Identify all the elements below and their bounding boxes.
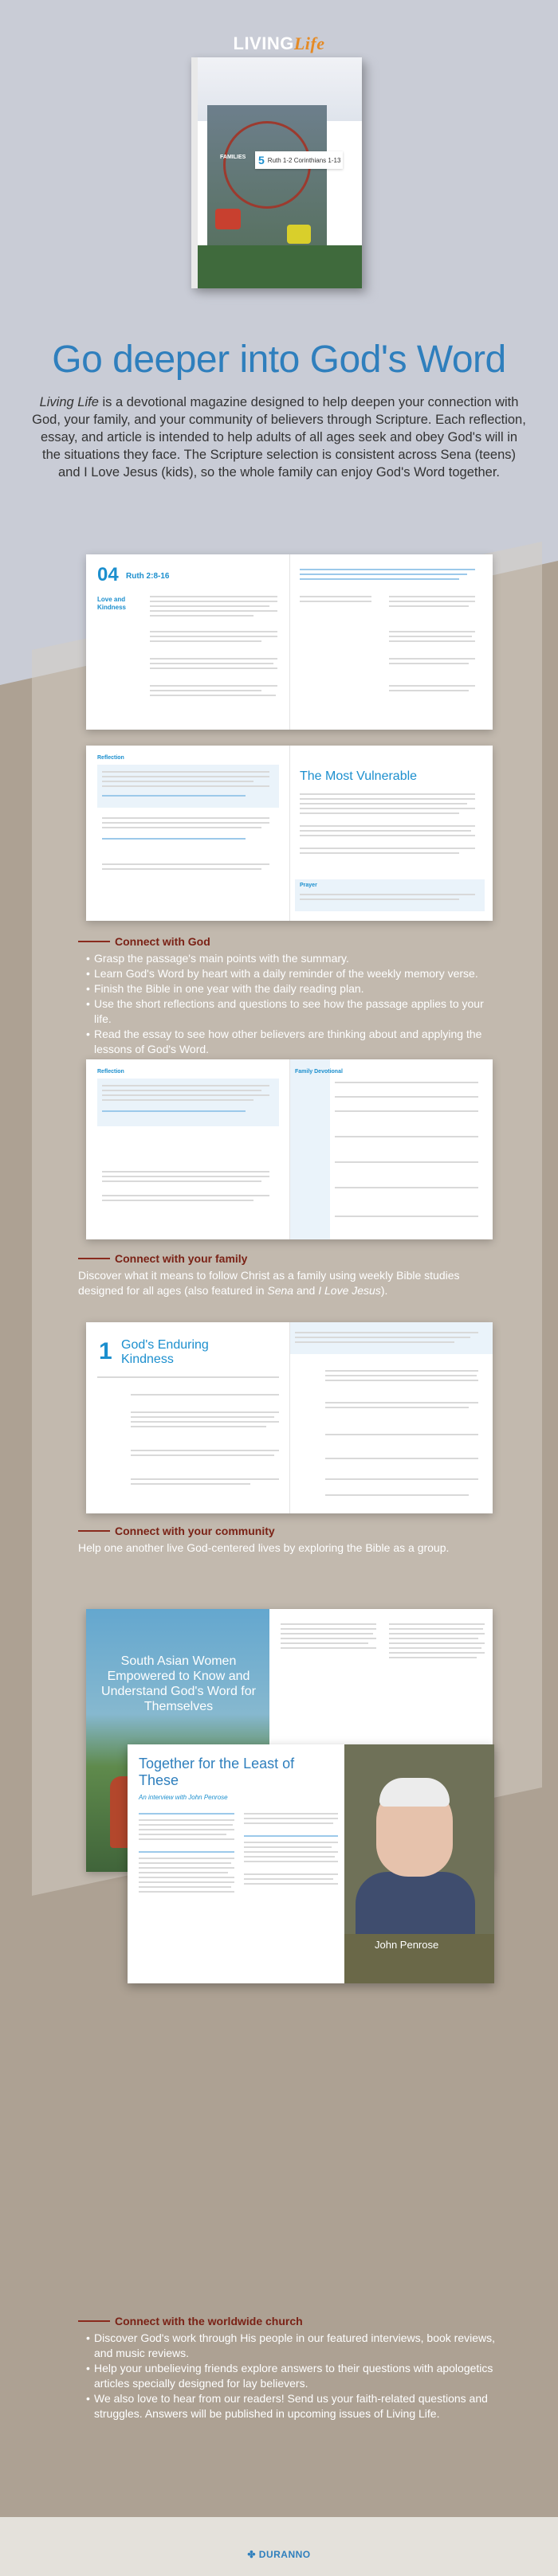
text-line bbox=[150, 658, 277, 660]
text-line bbox=[325, 1402, 478, 1403]
text-line bbox=[150, 610, 277, 612]
list-item: • Help your unbelieving friends explore answers to their questions with apologetics articles specially designed for lay believers. bbox=[86, 2361, 501, 2391]
text-line bbox=[389, 1638, 478, 1639]
background-footer bbox=[0, 2517, 558, 2576]
text-line bbox=[150, 605, 269, 607]
text-line bbox=[139, 1819, 234, 1821]
day-number: 04 bbox=[97, 564, 119, 585]
family-text-end: ). bbox=[380, 1284, 388, 1297]
heading-rule bbox=[78, 941, 110, 942]
intro-text: is a devotional magazine designed to help deepen your connection with God, your family, and your community of believers through Scripture. Each reflection, essay, and article is intended to help adults of all ages seek and obey God's will in the situations they face. The Scripture selection is consistent across Sena (teens) and I Love Jesus (kids), so the whole family can enjoy God's Word together. bbox=[32, 395, 526, 480]
text-line bbox=[389, 1628, 483, 1630]
feature-title: South Asian Women Empowered to Know and Understand God's Word for Themselves bbox=[101, 1654, 256, 1713]
text-line bbox=[102, 1094, 269, 1096]
text-line bbox=[325, 1494, 469, 1496]
highlight-line bbox=[300, 574, 467, 575]
church-bullet-list bbox=[86, 2331, 501, 2421]
text-line bbox=[102, 1085, 269, 1086]
text-line bbox=[300, 825, 475, 827]
text-line bbox=[389, 1647, 481, 1649]
cover-trees bbox=[198, 245, 362, 288]
text-line bbox=[97, 1376, 279, 1378]
text-line bbox=[102, 822, 269, 824]
list-item: • Learn God's Word by heart with a daily reminder of the weekly memory verse. bbox=[86, 966, 501, 981]
lesson-title: God's Enduring Kindness bbox=[121, 1338, 209, 1366]
hero-intro bbox=[32, 393, 526, 481]
gondola-red bbox=[215, 209, 241, 229]
duranno-icon: ✤ bbox=[247, 2549, 256, 2560]
text-line bbox=[300, 808, 475, 809]
text-line bbox=[139, 1838, 234, 1840]
text-line bbox=[281, 1628, 376, 1630]
text-line bbox=[150, 663, 273, 664]
text-line bbox=[244, 1846, 332, 1848]
text-line bbox=[150, 615, 253, 617]
heading-rule bbox=[78, 1258, 110, 1259]
text-line bbox=[102, 1090, 261, 1091]
text-line bbox=[131, 1394, 279, 1396]
text-line bbox=[325, 1380, 478, 1381]
spread-gutter bbox=[289, 554, 290, 730]
text-line bbox=[281, 1633, 373, 1634]
text-line bbox=[389, 685, 475, 687]
text-line bbox=[389, 690, 469, 691]
text-line bbox=[281, 1638, 376, 1639]
highlight-line bbox=[102, 795, 246, 797]
text-line bbox=[102, 785, 269, 787]
text-line bbox=[244, 1842, 338, 1843]
highlight-line bbox=[102, 1110, 246, 1112]
spread-family-devotional bbox=[86, 1059, 493, 1239]
text-line bbox=[389, 596, 475, 597]
heading-rule bbox=[78, 2320, 110, 2322]
logo-main: LIVING bbox=[233, 33, 294, 53]
text-line bbox=[335, 1110, 478, 1112]
article-interview bbox=[128, 1744, 494, 1983]
highlight-line bbox=[244, 1835, 338, 1837]
text-line bbox=[150, 596, 277, 597]
text-line bbox=[335, 1187, 478, 1188]
text-line bbox=[281, 1647, 376, 1649]
text-line bbox=[300, 812, 459, 814]
cover-issue-tag bbox=[255, 151, 343, 169]
text-line bbox=[300, 830, 471, 832]
family-side-column bbox=[290, 1059, 330, 1239]
text-line bbox=[102, 1180, 261, 1182]
section-heading-god bbox=[78, 935, 210, 948]
text-line bbox=[335, 1136, 478, 1137]
text-line bbox=[139, 1886, 231, 1888]
study-question-box bbox=[290, 1322, 493, 1354]
text-line bbox=[139, 1891, 234, 1893]
family-text-start: Discover what it means to follow Christ as a family using weekly Bible studies designed for all ages (also featured in bbox=[78, 1269, 460, 1297]
text-line bbox=[150, 695, 276, 696]
text-line bbox=[389, 605, 469, 607]
text-line bbox=[300, 798, 475, 800]
text-line bbox=[102, 1195, 269, 1196]
family-text-sena: Sena bbox=[267, 1284, 294, 1297]
text-line bbox=[335, 1082, 478, 1083]
day-reference: Ruth 2:8-16 bbox=[126, 572, 170, 581]
text-line bbox=[102, 868, 261, 870]
list-item: • Finish the Bible in one year with the daily reading plan. bbox=[86, 981, 501, 996]
text-line bbox=[131, 1483, 250, 1485]
spread-group-study bbox=[86, 1322, 493, 1513]
text-line bbox=[300, 793, 475, 795]
cover-spine bbox=[191, 57, 198, 288]
text-line bbox=[244, 1813, 338, 1815]
spread-reflection bbox=[86, 746, 493, 921]
community-text: Help one another live God-centered lives by exploring the Bible as a group. bbox=[78, 1541, 450, 1554]
heading-text: Connect with God bbox=[115, 935, 210, 948]
text-line bbox=[300, 852, 459, 854]
heading-rule bbox=[78, 1530, 110, 1532]
text-line bbox=[389, 1623, 485, 1625]
prayer-label: Prayer bbox=[300, 883, 317, 888]
text-line bbox=[389, 1633, 485, 1634]
highlight-line bbox=[300, 578, 459, 580]
text-line bbox=[389, 658, 475, 660]
text-line bbox=[295, 1341, 454, 1343]
text-line bbox=[389, 1642, 485, 1644]
text-line bbox=[389, 601, 475, 602]
cover-series: FAMILIES bbox=[220, 155, 246, 160]
text-line bbox=[150, 601, 277, 602]
text-line bbox=[325, 1478, 478, 1480]
text-line bbox=[131, 1421, 279, 1423]
family-right-heading: Family Devotional bbox=[295, 1069, 343, 1075]
interview-subtitle: An interview with John Penrose bbox=[139, 1794, 228, 1801]
text-line bbox=[139, 1862, 231, 1864]
essay-title: The Most Vulnerable bbox=[300, 769, 418, 783]
heading-text: Connect with the worldwide church bbox=[115, 2315, 303, 2327]
interview-name: John Penrose bbox=[375, 1939, 439, 1951]
publisher-name: DURANNO bbox=[258, 2549, 311, 2560]
text-line bbox=[102, 1171, 269, 1173]
list-item: • Grasp the passage's main points with the summary. bbox=[86, 951, 501, 966]
text-line bbox=[131, 1454, 274, 1456]
heading-text: Connect with your community bbox=[115, 1525, 275, 1537]
text-line bbox=[150, 667, 277, 669]
text-line bbox=[295, 1332, 478, 1333]
text-line bbox=[139, 1881, 234, 1883]
day-heading: Love and Kindness bbox=[97, 596, 127, 611]
text-line bbox=[300, 835, 475, 836]
prayer-box bbox=[295, 879, 485, 911]
photo-shirt bbox=[356, 1872, 475, 1936]
text-line bbox=[325, 1370, 478, 1372]
text-line bbox=[300, 898, 459, 900]
text-line bbox=[244, 1818, 338, 1819]
text-line bbox=[335, 1161, 478, 1163]
text-line bbox=[281, 1623, 376, 1625]
text-line bbox=[131, 1411, 279, 1413]
family-left-heading: Reflection bbox=[97, 1069, 124, 1075]
text-line bbox=[300, 601, 371, 602]
text-line bbox=[102, 1200, 253, 1201]
family-text bbox=[78, 1268, 493, 1298]
text-line bbox=[131, 1426, 266, 1427]
text-line bbox=[325, 1458, 478, 1459]
photo-hair bbox=[379, 1778, 450, 1807]
list-item: • Use the short reflections and questions to see how the passage applies to your life. bbox=[86, 996, 501, 1027]
highlight-line bbox=[300, 569, 475, 570]
text-line bbox=[389, 640, 475, 642]
text-line bbox=[244, 1856, 335, 1858]
text-line bbox=[389, 636, 472, 637]
text-line bbox=[102, 771, 269, 773]
text-line bbox=[389, 631, 475, 632]
gondola-yellow bbox=[287, 225, 311, 244]
text-line bbox=[102, 863, 269, 865]
text-line bbox=[102, 1176, 269, 1177]
spread-gutter bbox=[289, 746, 290, 921]
text-line bbox=[131, 1478, 279, 1480]
lesson-number: 1 bbox=[99, 1338, 112, 1364]
text-line bbox=[244, 1861, 338, 1862]
text-line bbox=[150, 685, 277, 687]
text-line bbox=[139, 1834, 226, 1835]
text-line bbox=[150, 631, 277, 632]
text-line bbox=[102, 827, 261, 828]
family-text-mid: and bbox=[293, 1284, 319, 1297]
text-line bbox=[150, 636, 277, 637]
text-line bbox=[244, 1873, 338, 1875]
heading-text: Connect with your family bbox=[115, 1252, 248, 1265]
text-line bbox=[150, 690, 261, 691]
list-item: • We also love to hear from our readers! Send us your faith-related questions and struggles. Answers will be published in upcoming issues of Living Life. bbox=[86, 2391, 501, 2421]
highlight-line bbox=[139, 1851, 234, 1853]
section-heading-church bbox=[78, 2315, 303, 2327]
reflection-label: Reflection bbox=[97, 755, 124, 761]
text-line bbox=[300, 803, 467, 805]
text-line bbox=[102, 817, 269, 819]
text-line bbox=[102, 776, 269, 777]
text-line bbox=[325, 1434, 478, 1435]
text-line bbox=[335, 1216, 478, 1217]
brand-logo[interactable] bbox=[0, 33, 558, 54]
highlight-line bbox=[102, 838, 246, 840]
family-text-ilovejesus: I Love Jesus bbox=[318, 1284, 381, 1297]
text-line bbox=[139, 1858, 234, 1859]
highlight-line bbox=[139, 1813, 234, 1815]
text-line bbox=[131, 1450, 279, 1451]
text-line bbox=[102, 781, 253, 782]
text-line bbox=[389, 1657, 477, 1658]
text-line bbox=[300, 848, 475, 849]
text-line bbox=[281, 1642, 368, 1644]
hero-title: Go deeper into God's Word bbox=[52, 339, 506, 381]
text-line bbox=[389, 1652, 485, 1654]
text-line bbox=[325, 1407, 469, 1408]
section-heading-family bbox=[78, 1252, 247, 1265]
text-line bbox=[131, 1416, 274, 1418]
text-line bbox=[295, 1337, 470, 1338]
text-line bbox=[102, 1099, 253, 1101]
text-line bbox=[139, 1872, 228, 1873]
text-line bbox=[300, 596, 371, 597]
text-line bbox=[325, 1375, 477, 1376]
text-line bbox=[139, 1824, 233, 1826]
text-line bbox=[389, 663, 469, 664]
text-line bbox=[150, 640, 261, 642]
section-heading-community bbox=[78, 1525, 275, 1537]
list-item: • Discover God's work through His people in our featured interviews, book reviews, and music reviews. bbox=[86, 2331, 501, 2361]
cover-issue-number: 5 bbox=[258, 154, 265, 166]
text-line bbox=[244, 1878, 333, 1880]
spread-daily-devotion bbox=[86, 554, 493, 730]
publisher-logo[interactable] bbox=[0, 2549, 558, 2560]
text-line bbox=[244, 1851, 338, 1853]
interview-title: Together for the Least of These bbox=[139, 1756, 295, 1788]
intro-magazine-name: Living Life bbox=[39, 395, 99, 409]
text-line bbox=[244, 1883, 338, 1885]
text-line bbox=[244, 1822, 333, 1824]
text-line bbox=[139, 1867, 234, 1869]
text-line bbox=[139, 1877, 234, 1878]
magazine-cover bbox=[191, 57, 362, 288]
text-line bbox=[335, 1096, 478, 1098]
cover-reference: Ruth 1-2 Corinthians 1-13 bbox=[267, 156, 341, 164]
text-line bbox=[139, 1829, 234, 1830]
logo-script: Life bbox=[293, 33, 325, 53]
text-line bbox=[300, 894, 475, 895]
god-bullet-list bbox=[86, 951, 501, 1057]
list-item: • Read the essay to see how other believers are thinking about and applying the lessons of God's Word. bbox=[86, 1027, 501, 1057]
